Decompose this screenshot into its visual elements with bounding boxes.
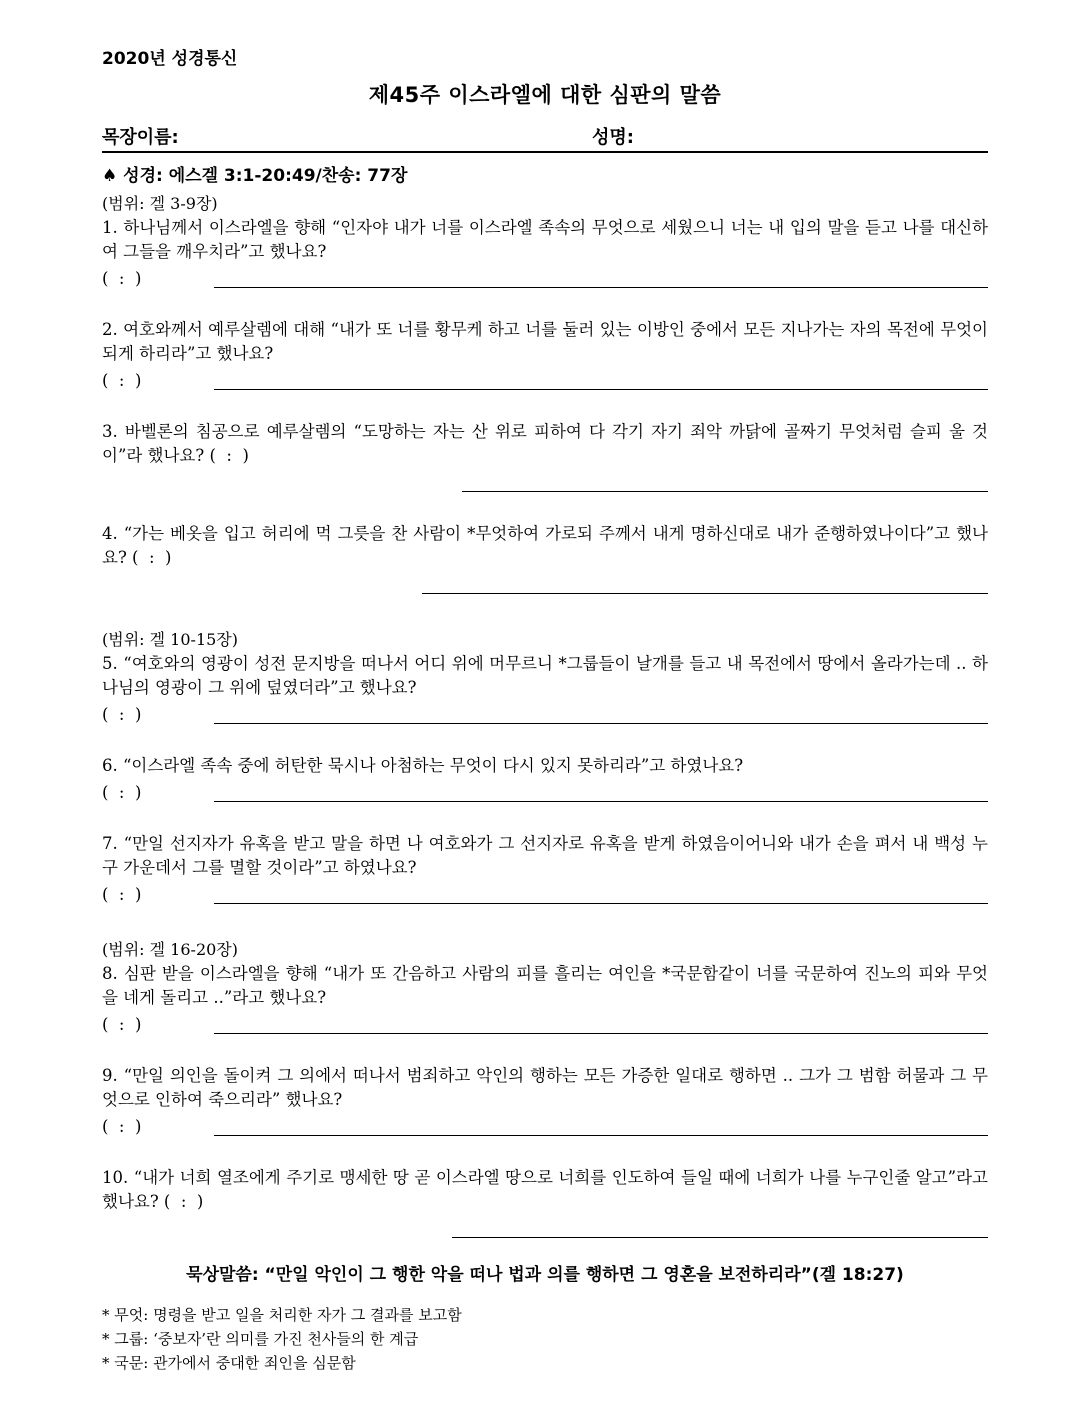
range-label-3: (범위: 겔 16-20장) [102, 940, 238, 959]
question-10: 10. “내가 너희 열조에게 주기로 맹세한 땅 곧 이스라엘 땅으로 너희를 인도하여 들일 때에 너희가 나를 누구인줄 알고”라고 했나요? ( : ) [102, 1168, 988, 1211]
question-9: 9. “만일 의인을 돌이켜 그 의에서 떠나서 범죄하고 악인의 행하는 모든 가증한 일대로 행하면 .. 그가 그 범함 허물과 그 무엇으로 인하여 죽으리라” 했나요? [102, 1066, 988, 1109]
scripture-reference: ♠ 성경: 에스겔 3:1-20:49/찬송: 77장 [102, 166, 408, 186]
answer-line-6[interactable]: ( : ) [102, 778, 988, 802]
footnote-3: * 국문: 관가에서 중대한 죄인을 심문함 [102, 1354, 356, 1372]
name-line [102, 123, 988, 153]
footnotes [102, 1303, 988, 1375]
question-7: 7. “만일 선지자가 유혹을 받고 말을 하면 나 여호와가 그 선지자로 유혹을 받게 하였음이어니와 내가 손을 펴서 내 백성 누구 가운데서 그를 멸할 것이라”고 하였나요? [102, 834, 988, 877]
footnote-2: * 그룹: ‘중보자’란 의미를 가진 천사들의 한 계급 [102, 1330, 419, 1348]
person-name-label: 성명: [592, 127, 634, 148]
meditation-verse: 묵상말씀: “만일 악인이 그 행한 악을 떠나 법과 의를 행하면 그 영혼을 보전하리라”(겔 18:27) [186, 1265, 904, 1285]
header-tag: 2020년 성경통신 [102, 49, 238, 69]
answer-line-3[interactable] [102, 468, 988, 492]
question-5: 5. “여호와의 영광이 성전 문지방을 떠나서 어디 위에 머무르니 *그룹들이 날개를 들고 내 목전에서 땅에서 올라가는데 .. 하나님의 영광이 그 위에 덮였더라”고 했나요? [102, 654, 988, 697]
answer-line-1[interactable]: ( : ) [102, 264, 988, 288]
question-2: 2. 여호와께서 예루살렘에 대해 “내가 또 너를 황무케 하고 너를 둘러 있는 이방인 중에서 모든 지나가는 자의 목전에 무엇이 되게 하리라”고 했나요? [102, 320, 988, 363]
answer-line-4[interactable] [102, 570, 988, 594]
group-name-label: 목장이름: [102, 127, 179, 148]
worksheet-page [102, 44, 988, 1375]
range-label-1: (범위: 겔 3-9장) [102, 194, 218, 213]
range-label-2: (범위: 겔 10-15장) [102, 630, 238, 649]
question-6: 6. “이스라엘 족속 중에 허탄한 묵시나 아첨하는 무엇이 다시 있지 못하리라”고 하였나요? [102, 756, 744, 775]
question-3: 3. 바벨론의 침공으로 예루살렘의 “도망하는 자는 산 위로 피하여 다 각기 자기 죄악 까닭에 골짜기 무엇처럼 슬피 울 것이”라 했나요? ( : ) [102, 422, 988, 465]
question-1: 1. 하나님께서 이스라엘을 향해 “인자야 내가 너를 이스라엘 족속의 무엇으로 세웠으니 너는 내 입의 말을 듣고 나를 대신하여 그들을 깨우치라”고 했나요? [102, 218, 988, 261]
answer-line-2[interactable]: ( : ) [102, 366, 988, 390]
question-8: 8. 심판 받을 이스라엘을 향해 “내가 또 간음하고 사람의 피를 흘리는 여인을 *국문함같이 너를 국문하여 진노의 피와 무엇을 네게 돌리고 ..”라고 했나요? [102, 964, 988, 1007]
answer-line-10[interactable] [102, 1214, 988, 1238]
footnote-1: * 무엇: 명령을 받고 일을 처리한 자가 그 결과를 보고함 [102, 1306, 462, 1324]
answer-line-7[interactable]: ( : ) [102, 880, 988, 904]
question-4: 4. “가는 베옷을 입고 허리에 먹 그릇을 찬 사람이 *무엇하여 가로되 주께서 내게 명하신대로 내가 준행하였나이다”고 했나요? ( : ) [102, 524, 988, 567]
answer-line-5[interactable]: ( : ) [102, 700, 988, 724]
answer-line-8[interactable]: ( : ) [102, 1010, 988, 1034]
page-title: 제45주 이스라엘에 대한 심판의 말씀 [368, 83, 722, 107]
answer-line-9[interactable]: ( : ) [102, 1112, 988, 1136]
